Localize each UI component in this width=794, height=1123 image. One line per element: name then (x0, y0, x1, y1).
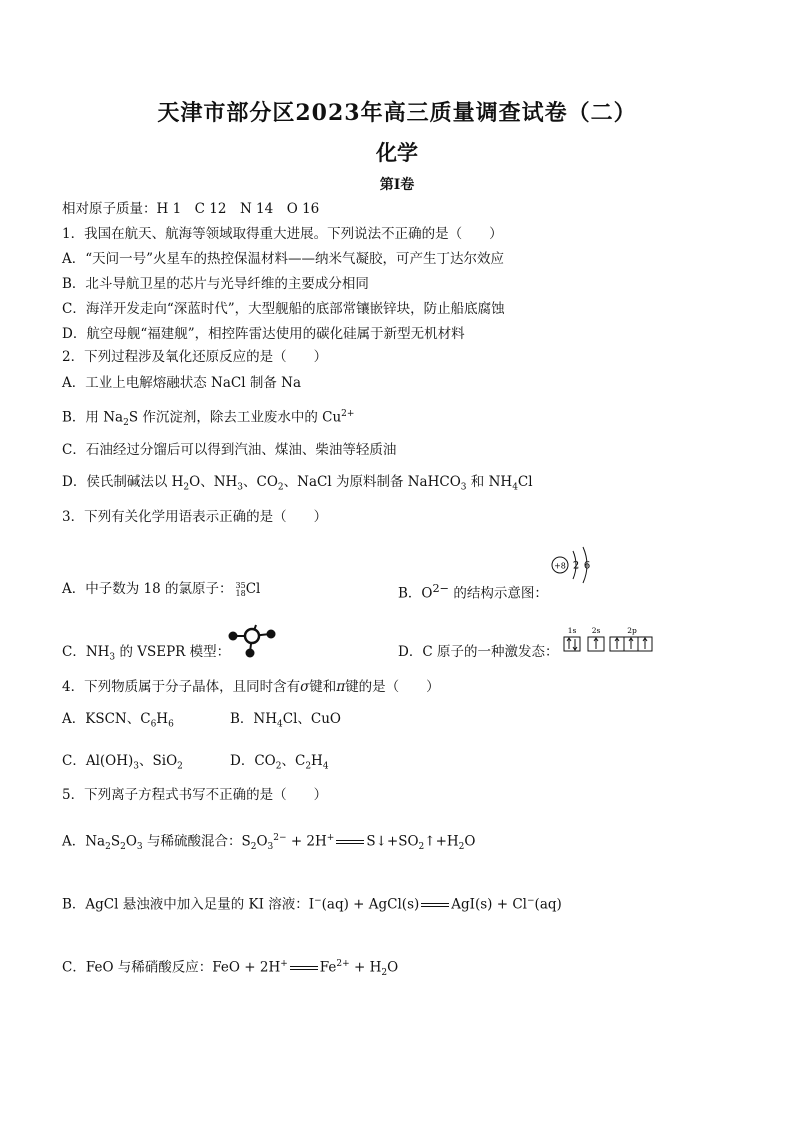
equation-equals-sign (421, 903, 449, 907)
q4-option-c: C．$Al(OH)_3$、SiO$_2$ (62, 753, 183, 772)
q2-option-d: D．侯氏制碱法以 $H_2O$、$NH_3$、$CO_2$、NaCl 为原料制备 NaHCO$_3$ 和 $NH_4Cl$ (62, 474, 533, 493)
q5-stem: 5．下列离子方程式书写不正确的是（ ） (62, 787, 328, 803)
q3-option-c: C．$NH_3$ 的 VSEPR 模型： (62, 644, 231, 663)
q3-option-a: A．中子数为 18 的氯原子： 35 18 Cl (62, 580, 261, 598)
orbital-diagram (562, 625, 660, 655)
q5-option-b: B．AgCl 悬浊液中加入足量的 KI 溶液：I−(aq) + AgCl(s) AgI(s) + Cl−(aq) (62, 896, 562, 913)
central-atom (245, 629, 259, 643)
q1-option-b: B．北斗导航卫星的芯片与光导纤维的主要成分相同 (62, 276, 369, 292)
nucleus-charge: +8 (554, 561, 566, 571)
q2-option-b: B．用 $Na_2S$ 作沉淀剂，除去工业废水中的 $Cu^{2+}$ (62, 409, 355, 429)
q4-option-a: A．KSCN、$C_6H_6$ (62, 711, 174, 730)
q4-stem: 4．下列物质属于分子晶体，且同时含有σ键和π键的是（ ） (62, 679, 440, 695)
exam-title: 天津市部分区2023年高三质量调查试卷（二） (157, 100, 637, 126)
q3-option-b: B．$O^{2-}$ 的结构示意图： (398, 582, 548, 602)
atomic-mass-note: 相对原子质量：H 1 C 12 N 14 O 16 (62, 201, 320, 217)
hydrogen-atom (229, 632, 238, 641)
orbital-label-2p: 2p (627, 626, 637, 635)
q1-option-d: D．航空母舰“福建舰”，相控阵雷达使用的碳化硅属于新型无机材料 (62, 326, 465, 342)
orbital-label-1s: 1s (567, 626, 577, 635)
q1-stem: 1．我国在航天、航海等领域取得重大进展。下列说法不正确的是（ ） (62, 226, 503, 242)
orbital-box-1s (564, 637, 580, 651)
q5-option-c: C．FeO 与稀硝酸反应：FeO + 2H+ $Fe^{2+} + H_2O$ (62, 959, 399, 979)
q4-option-d: D．$CO_2$、$C_2H_4$ (230, 753, 329, 772)
q5-option-a: A．$Na_2S_2O_3$ 与稀硫酸混合：$S_2O_3^{2-} + 2H^+$ $S↓+SO_2↑+H_2O$ (62, 833, 476, 853)
q2-stem: 2．下列过程涉及氧化还原反应的是（ ） (62, 349, 328, 365)
hydrogen-atom (267, 630, 276, 639)
shell-1-electrons: 2 (572, 560, 580, 572)
q4-option-b: B．$NH_4Cl$、CuO (230, 711, 341, 730)
subject-title: 化学 (376, 140, 418, 165)
hydrogen-atom (246, 649, 255, 658)
shell-2-electrons: 6 (583, 560, 591, 572)
vsepr-model-diagram (226, 622, 278, 658)
q1-option-a: A．“天问一号”火星车的热控保温材料——纳米气凝胶，可产生丁达尔效应 (62, 251, 505, 267)
q2-option-c: C．石油经过分馏后可以得到汽油、煤油、柴油等轻质油 (62, 442, 397, 458)
oxygen-ion-structure-diagram (548, 543, 598, 587)
q3-option-d: D．C 原子的一种激发态： (398, 644, 559, 660)
q2-option-a: A．工业上电解熔融状态 NaCl 制备 Na (62, 375, 301, 391)
orbital-label-2s: 2s (591, 626, 601, 635)
equation-equals-sign (290, 966, 318, 970)
section-title: 第Ⅰ卷 (379, 177, 415, 193)
equation-equals-sign (336, 840, 364, 844)
q3-stem: 3．下列有关化学用语表示正确的是（ ） (62, 509, 328, 525)
isotope-notation: 35 18 (235, 580, 246, 598)
q1-option-c: C．海洋开发走向“深蓝时代”，大型舰船的底部常镶嵌锌块，防止船底腐蚀 (62, 301, 505, 317)
